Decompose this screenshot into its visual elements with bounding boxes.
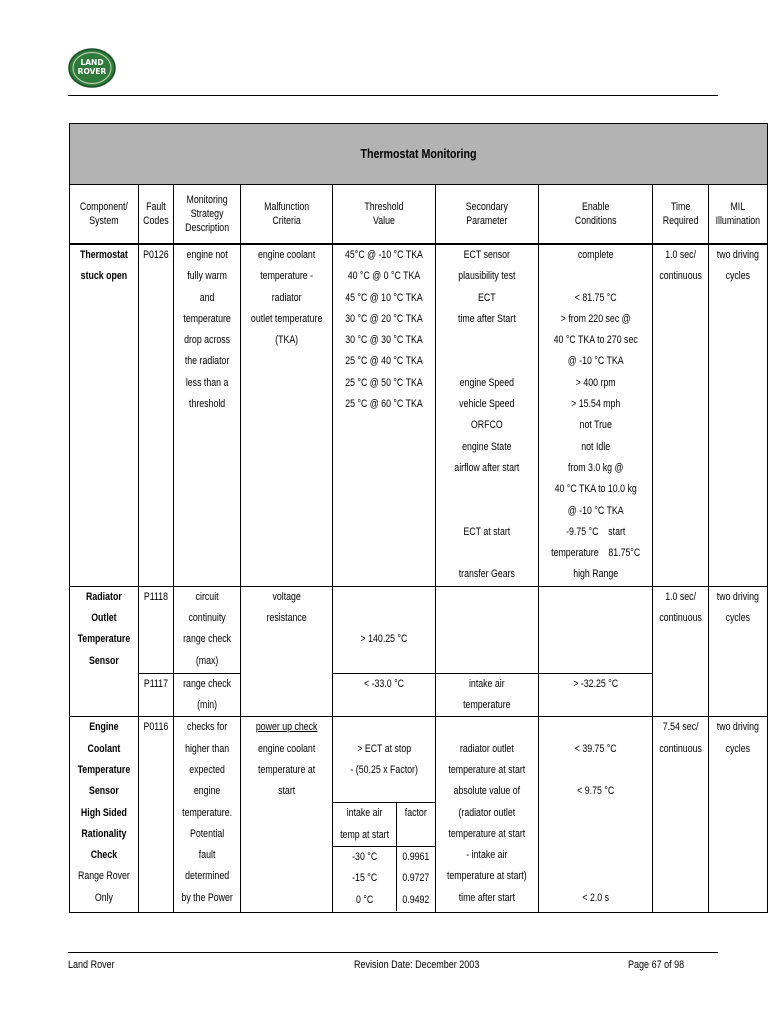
header-rule (68, 95, 718, 96)
cell-enable: < 39.75 °C < 9.75 °C < 2.0 s (538, 717, 652, 913)
col-header-component: Component/ System (70, 185, 139, 245)
table-row (70, 717, 768, 913)
cell-component: Radiator Outlet Temperature Sensor (70, 586, 139, 717)
cell-criteria: voltage resistance (240, 586, 332, 717)
cell-component: Thermostat stuck open (70, 244, 139, 586)
thermostat-monitoring-table (69, 123, 768, 913)
factor-table (333, 803, 435, 910)
header-row (70, 185, 768, 245)
cell-fault: P1117 (138, 673, 173, 717)
factor-values: 0.9961 0.9727 0.9492 (397, 846, 435, 910)
threshold-formula: > ECT at stop - (50.25 x Factor) (333, 717, 435, 803)
factor-temps: -30 °C -15 °C 0 °C (352, 850, 378, 906)
cell-threshold: < -33.0 °C (333, 673, 436, 717)
col-header-strategy: Monitoring Strategy Description (173, 185, 240, 245)
svg-text:LAND: LAND (80, 58, 104, 67)
cell-fault: P0126 (138, 244, 173, 586)
col-header-mil: MIL Illumination (709, 185, 768, 245)
factor-header-factor: factor (397, 803, 435, 846)
cell-strategy: range check (min) (173, 673, 240, 717)
cell-fault: P0116 (138, 717, 173, 913)
cell-time: 1.0 sec/ continuous (653, 244, 709, 586)
cell-threshold: > 140.25 °C (333, 586, 436, 673)
cell-threshold: 45°C @ -10 °C TKA 40 °C @ 0 °C TKA 45 °C @ 10 °C TKA 30 °C @ 20 °C TKA 30 °C @ 30 °C TKA 25 °C @ 40 °C TKA 25 °C @ 50 °C TKA 25 °C @ 60 °C TKA (333, 244, 436, 586)
table-row (70, 586, 768, 673)
cell-mil: two driving cycles (709, 586, 768, 717)
col-header-fault: Fault Codes (138, 185, 173, 245)
land-rover-logo (68, 48, 116, 88)
col-header-threshold: Threshold Value (333, 185, 436, 245)
cell-enable: complete < 81.75 °C > from 220 sec @ 40 °C TKA to 270 sec @ -10 °C TKA > 400 rpm > 15.54 mph not True not Idle from 3.0 kg @ 40 °C TKA to 10.0 kg @ -10 °C TKA -9.75 °C start temperature 81.75°C high Range (538, 244, 652, 586)
footer-rule (68, 952, 718, 953)
table-title: Thermostat Monitoring (70, 124, 768, 185)
cell-enable (538, 586, 652, 673)
cell-criteria: power up check engine coolant temperature at start (240, 717, 332, 913)
cell-secondary: radiator outlet temperature at start absolute value of (radiator outlet temperature at start - intake air temperature at start) time after start (436, 717, 539, 913)
col-header-enable: Enable Conditions (538, 185, 652, 245)
col-header-secondary: Secondary Parameter (436, 185, 539, 245)
col-header-time: Time Required (653, 185, 709, 245)
cell-criteria: engine coolant temperature - radiator outlet temperature (TKA) (240, 244, 332, 586)
cell-mil: two driving cycles (709, 244, 768, 586)
footer-page-number: Page 67 of 98 (628, 959, 685, 971)
cell-strategy: circuit continuity range check (max) (173, 586, 240, 673)
footer-brand: Land Rover (68, 959, 115, 971)
svg-text:ROVER: ROVER (77, 67, 107, 76)
factor-header-temp: intake air temp at start (333, 803, 397, 846)
footer-revision-date: Revision Date: December 2003 (354, 959, 480, 971)
table-row (70, 244, 768, 586)
cell-secondary: intake air temperature (436, 673, 539, 717)
cell-time: 7.54 sec/ continuous (653, 717, 709, 913)
cell-strategy: engine not fully warm and temperature drop across the radiator less than a threshold (173, 244, 240, 586)
cell-secondary (436, 586, 539, 673)
cell-secondary: ECT sensor plausibility test ECT time after Start engine Speed vehicle Speed ORFCO engine State airflow after start ECT at start transfer Gears (436, 244, 539, 586)
cell-enable: > -32.25 °C (538, 673, 652, 717)
cell-threshold (333, 717, 436, 913)
cell-strategy: checks for higher than expected engine temperature. Potential fault determined by the Power (173, 717, 240, 913)
cell-component: Engine Coolant Temperature Sensor High Sided Rationality Check Range Rover Only (70, 717, 139, 913)
cell-time: 1.0 sec/ continuous (653, 586, 709, 717)
cell-mil: two driving cycles (709, 717, 768, 913)
cell-fault: P1118 (138, 586, 173, 673)
col-header-criteria: Malfunction Criteria (240, 185, 332, 245)
